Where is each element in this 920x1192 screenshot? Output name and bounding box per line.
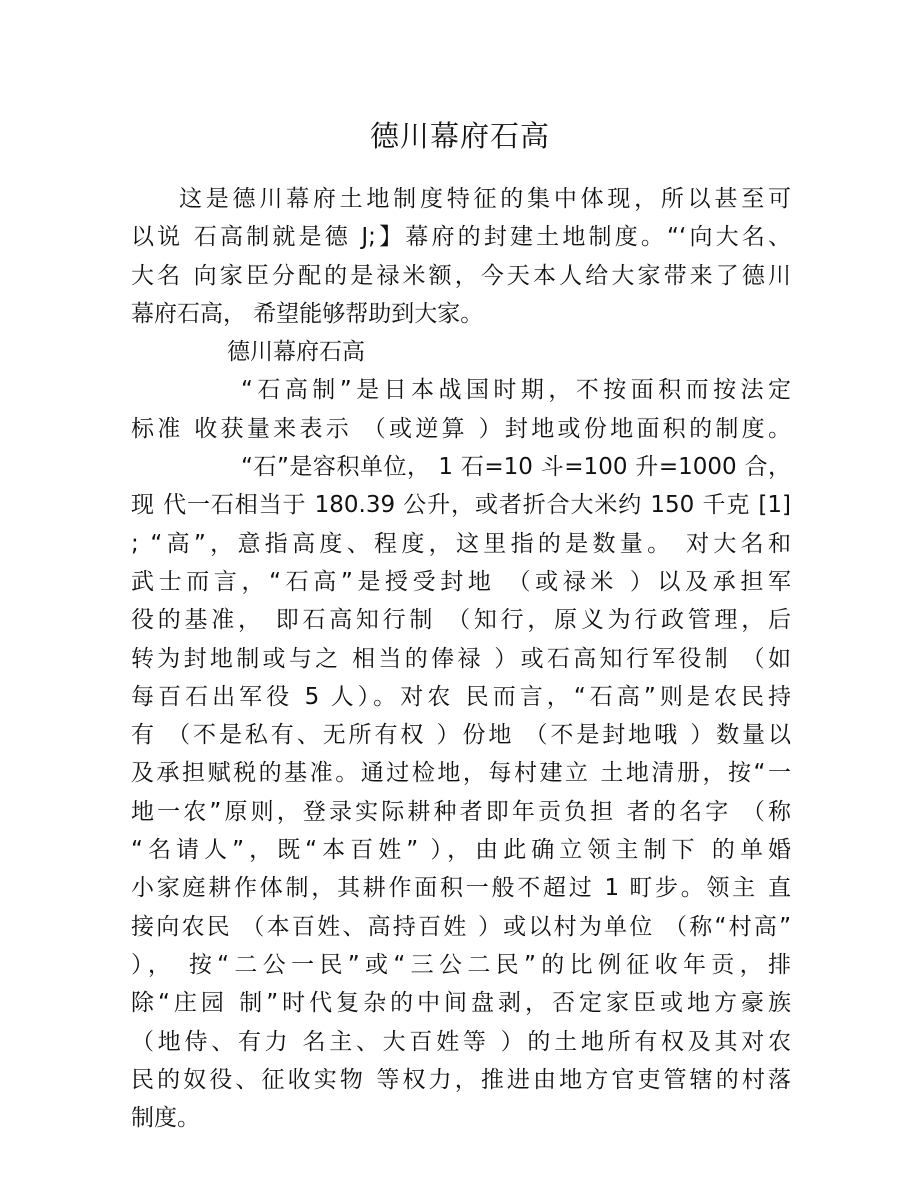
text-line: 每百石出军役 5 人）。对农 民而言，“石高”则是农民持 bbox=[131, 683, 791, 710]
text-line: 接向农民 （本百姓、高持百姓 ）或以村为单位 （称“村高” bbox=[131, 913, 791, 940]
text-line: 役的基准， 即石高知行制 （知行，原义为行政管理，后 bbox=[131, 607, 791, 634]
text-line: 制度。 bbox=[131, 1105, 200, 1132]
text-line: “石高制”是日本战国时期，不按面积而按法定 bbox=[241, 377, 791, 404]
document-title: 德川幕府石高 bbox=[369, 119, 550, 153]
text-line: 除“庄园 制”时代复杂的中间盘剥，否定家臣或地方豪族 bbox=[131, 990, 791, 1017]
text-line: 现 代一石相当于 180.39 公升，或者折合大米约 150 千克 [1] bbox=[131, 492, 791, 519]
text-line: 及承担赋税的基准。通过检地，每村建立 土地清册，按“一 bbox=[131, 760, 791, 787]
document-body bbox=[131, 180, 791, 1137]
text-line: 这是德川幕府土地制度特征的集中体现，所以甚至可 bbox=[179, 186, 791, 212]
text-line: “名请人”，既“本百姓” ），由此确立领主制下 的单婚 bbox=[131, 837, 791, 864]
text-line: 民的奴役、征收实物 等权力，推进由地方官吏管辖的村落 bbox=[131, 1066, 791, 1093]
text-line: 小家庭耕作体制，其耕作面积一般不超过 1 町步。领主 直 bbox=[131, 875, 791, 902]
text-line: 武士而言，“石高”是授受封地 （或禄米 ）以及承担军 bbox=[131, 568, 791, 595]
text-line: 以说 石高制就是德 J;】幕府的封建土地制度。“‘向大名、 bbox=[131, 224, 791, 251]
text-line: 幕府石高， 希望能够帮助到大家。 bbox=[131, 300, 484, 327]
text-line: 大名 向家臣分配的是禄米额，今天本人给大家带来了德川 bbox=[131, 262, 791, 289]
text-line: ）， 按“二公一民”或“三公二民”的比例征收年贡，排 bbox=[131, 951, 791, 978]
text-line: 德川幕府石高 bbox=[227, 339, 365, 366]
text-line: 地一农”原则，登录实际耕种者即年贡负担 者的名字 （称 bbox=[131, 798, 791, 825]
text-line: “石”是容积单位， 1 石=10 斗=100 升=1000 合， bbox=[241, 454, 791, 481]
text-line: 标准 收获量来表示 （或逆算 ）封地或份地面积的制度。 bbox=[131, 415, 791, 442]
text-line: （地侍、有力 名主、大百姓等 ）的土地所有权及其对农 bbox=[131, 1028, 791, 1055]
text-line: 转为封地制或与之 相当的俸禄 ）或石高知行军役制 （如 bbox=[131, 645, 791, 672]
text-line: 有 （不是私有、无所有权 ）份地 （不是封地哦 ）数量以 bbox=[131, 722, 791, 749]
text-line: ; “高”，意指高度、程度，这里指的是数量。 对大名和 bbox=[131, 530, 791, 557]
